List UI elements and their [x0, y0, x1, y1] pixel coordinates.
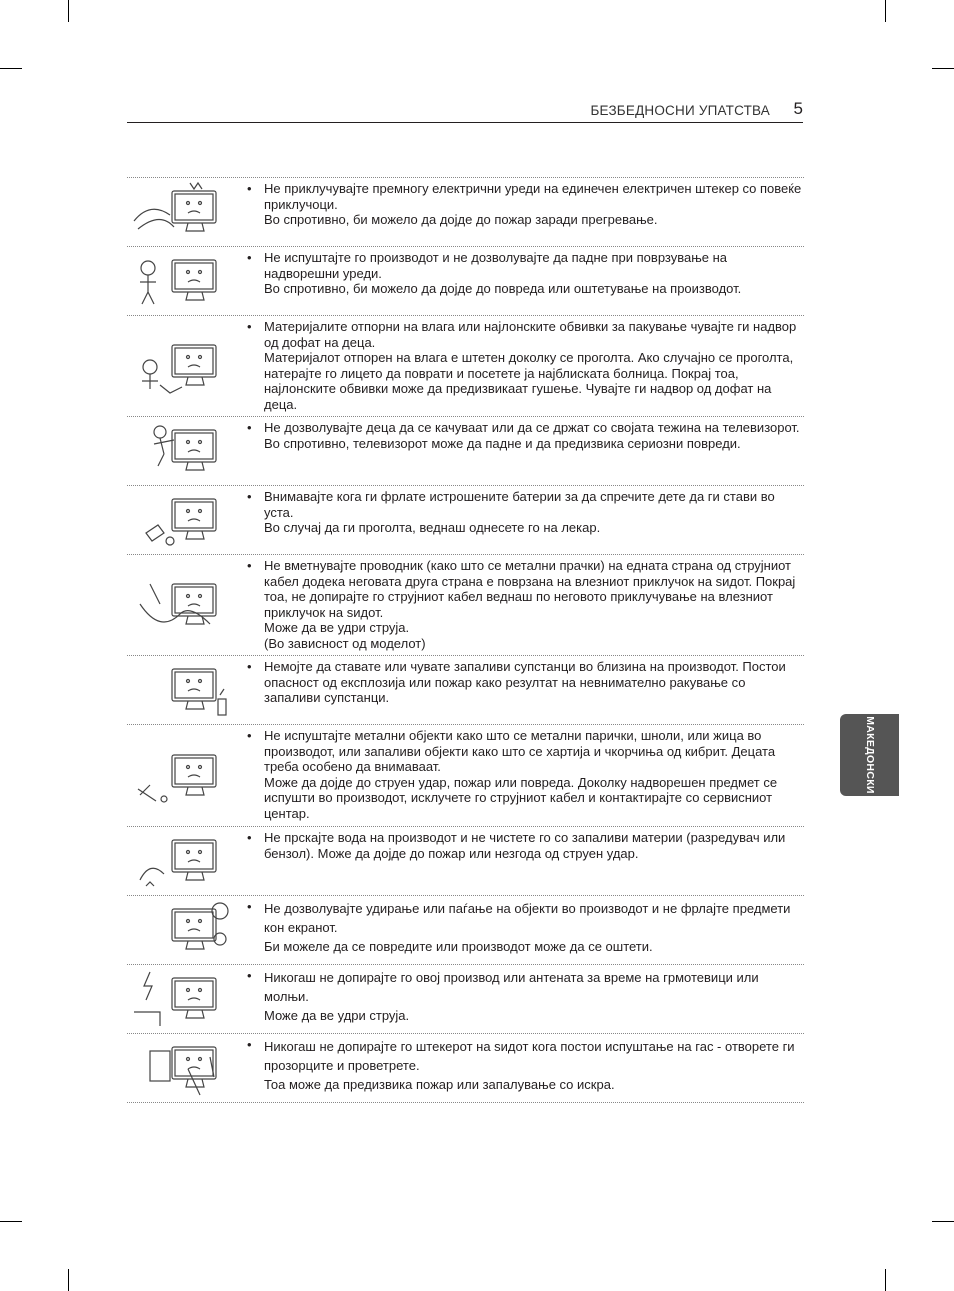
bullet: •: [247, 899, 252, 914]
bullet: •: [247, 319, 252, 334]
instruction-line: Не испуштајте го производот и не дозволувајте да падне при поврзување на надворешни уреди.: [264, 250, 728, 281]
instruction-row: [127, 416, 804, 485]
bullet: •: [247, 250, 252, 265]
instruction-row: [127, 724, 804, 826]
child-climbing-tv-icon: [127, 417, 237, 485]
bullet: •: [247, 830, 252, 845]
illustration-svg: [130, 250, 234, 312]
instruction-line: Не приклучувајте премногу електрични уреди на единечен електричен штекер со повеќе приклучоци.: [264, 181, 802, 212]
gas-leak-plug-icon: [127, 1034, 237, 1102]
instruction-line: Може да ве удри струја.: [264, 620, 410, 636]
instruction-text: [237, 417, 804, 451]
illustration-svg: [130, 489, 234, 551]
bullet: •: [247, 728, 252, 743]
bullet: •: [247, 1037, 252, 1052]
instruction-line: Во спротивно, телевизорот може да падне и да предизвика сериозни повреди.: [264, 435, 741, 451]
instruction-line: Внимавајте кога ги фрлате истрошените батерии за да спречите дете да ги стави во уста.: [264, 489, 775, 520]
crop-mark: [885, 0, 886, 22]
illustration-svg: [130, 899, 234, 961]
flammable-spray-icon: [127, 656, 237, 724]
lightning-storm-icon: [127, 965, 237, 1033]
instruction-text: [237, 247, 804, 297]
overloaded-outlet-icon: [127, 178, 237, 246]
illustration-svg: [130, 574, 234, 636]
instruction-line: Би можеле да се повредите или производот може да се оштети.: [264, 939, 653, 954]
tv-falling-external-device-icon: [127, 247, 237, 315]
instruction-text: [237, 178, 804, 228]
illustration-svg: [130, 745, 234, 807]
metal-objects-icon: [127, 725, 237, 826]
instruction-line: Никогаш не допирајте го овој производ или антената за време на грмотевици или молњи.: [264, 970, 759, 1004]
instruction-text: [237, 555, 804, 652]
instruction-text: [237, 896, 804, 956]
bullet: •: [247, 558, 252, 573]
bullet: •: [247, 181, 252, 196]
illustration-svg: [130, 659, 234, 721]
instruction-line: Не вметнувајте проводник (како што се метални прачки) на едната страна од струјниот кабел додека неговата друга страна е поврзана на влезниот приклучок на ѕидот. Покрај тоа, не допирајте го струјниот кабел веднаш по неговото приклучување на влезниот приклучок на ѕидот.: [264, 558, 796, 620]
instruction-line: Во случај да ги проголта, веднаш однесете го на лекар.: [264, 520, 601, 536]
bullet: •: [247, 968, 252, 983]
instruction-row: [127, 964, 804, 1033]
instruction-text: [237, 656, 804, 706]
crop-mark: [0, 1221, 22, 1222]
instruction-line: Немојте да ставате или чувате запаливи супстанци во близина на производот. Постои опасност од експлозија или пожар како резултат на невнимателно ракување со запаливи супстанци.: [264, 659, 786, 706]
illustration-svg: [130, 181, 234, 243]
instruction-row: [127, 655, 804, 724]
instruction-line: Не дозволувајте деца да се качуваат или да се држат со својата тежина на телевизорот.: [264, 420, 800, 435]
section-title: БЕЗБЕДНОСНИ УПАТСТВА: [590, 103, 770, 118]
instruction-text: [237, 1034, 804, 1094]
bullet: •: [247, 659, 252, 674]
crop-mark: [932, 1221, 954, 1222]
instruction-line: Тоа може да предизвика пожар или запалување со искра.: [264, 1077, 615, 1092]
instruction-line: Никогаш не допирајте го штекерот на ѕидот кога постои испуштање на гас - отворете ги прозорците и проветрете.: [264, 1039, 795, 1073]
water-spray-icon: [127, 827, 237, 895]
instruction-line: Може да дојде до струен удар, пожар или повреда. Доколку надворешен предмет се испушти во производот, исклучете го струјниот кабел и контактирајте со сервисниот центар.: [264, 774, 778, 821]
instruction-text: [237, 725, 804, 822]
language-tab-label: МАКЕДОНСКИ: [863, 716, 876, 794]
bullet: •: [247, 489, 252, 504]
instruction-line: Материјалите отпорни на влага или најлонските обвивки за пакување чувајте ги надвор од дофат на деца.: [264, 319, 797, 350]
illustration-svg: [130, 335, 234, 397]
instruction-line: Во спротивно, би можело да дојде до повреда или оштетување на производот.: [264, 281, 742, 297]
language-tab[interactable]: [840, 714, 899, 796]
instruction-row: [127, 1033, 804, 1103]
crop-mark: [885, 1269, 886, 1291]
crop-mark: [932, 68, 954, 69]
illustration-svg: [130, 968, 234, 1030]
ball-impact-icon: [127, 896, 237, 964]
illustration-svg: [130, 1037, 234, 1099]
instruction-row: [127, 554, 804, 655]
instruction-row: [127, 315, 804, 416]
illustration-svg: [130, 830, 234, 892]
page-header: [127, 99, 803, 123]
crop-mark: [0, 68, 22, 69]
instruction-text: [237, 316, 804, 413]
instruction-line: Не прскајте вода на производот и не чистете го со запаливи материи (разредувач или бензол). Може да дојде до пожар или незгода од струен удар.: [264, 830, 786, 861]
instruction-text: [237, 827, 804, 861]
illustration-svg: [130, 420, 234, 482]
instruction-row: [127, 246, 804, 315]
instruction-line: Не дозволувајте удирање или паѓање на објекти во производот и не фрлајте предмети кон екранот.: [264, 901, 791, 935]
instruction-line: Може да ве удри струја.: [264, 1008, 410, 1023]
page-number: 5: [793, 99, 803, 118]
bullet: •: [247, 420, 252, 435]
crop-mark: [68, 0, 69, 22]
instruction-row: [127, 826, 804, 895]
safety-instructions-table: [127, 177, 804, 1103]
instruction-line: Не испуштајте метални објекти како што се метални парички, шноли, или жица во производот, или запаливи објекти како што се хартија и чкорчиња од кибрит. Децата треба особено да внимаваат.: [264, 728, 776, 775]
instruction-row: [127, 485, 804, 554]
power-cord-metal-icon: [127, 555, 237, 655]
instruction-line: (Во зависност од моделот): [264, 635, 426, 651]
instruction-line: Во спротивно, би можело да дојде до пожар заради прегревање.: [264, 212, 658, 228]
instruction-text: [237, 965, 804, 1025]
crop-mark: [68, 1269, 69, 1291]
instruction-row: [127, 177, 804, 246]
instruction-row: [127, 895, 804, 964]
child-plastic-bag-icon: [127, 316, 237, 416]
instruction-text: [237, 486, 804, 536]
instruction-line: Материјалот отпорен на влага е штетен доколку се проголта. Ако случајно се проголта, натерајте го лицето да поврати и посетете ја најблиската болница. Покрај тоа, најлонските обвивки може да предизвикаат гушење. Чувајте ги надвор од дофат на деца.: [264, 350, 794, 412]
battery-swallow-icon: [127, 486, 237, 554]
